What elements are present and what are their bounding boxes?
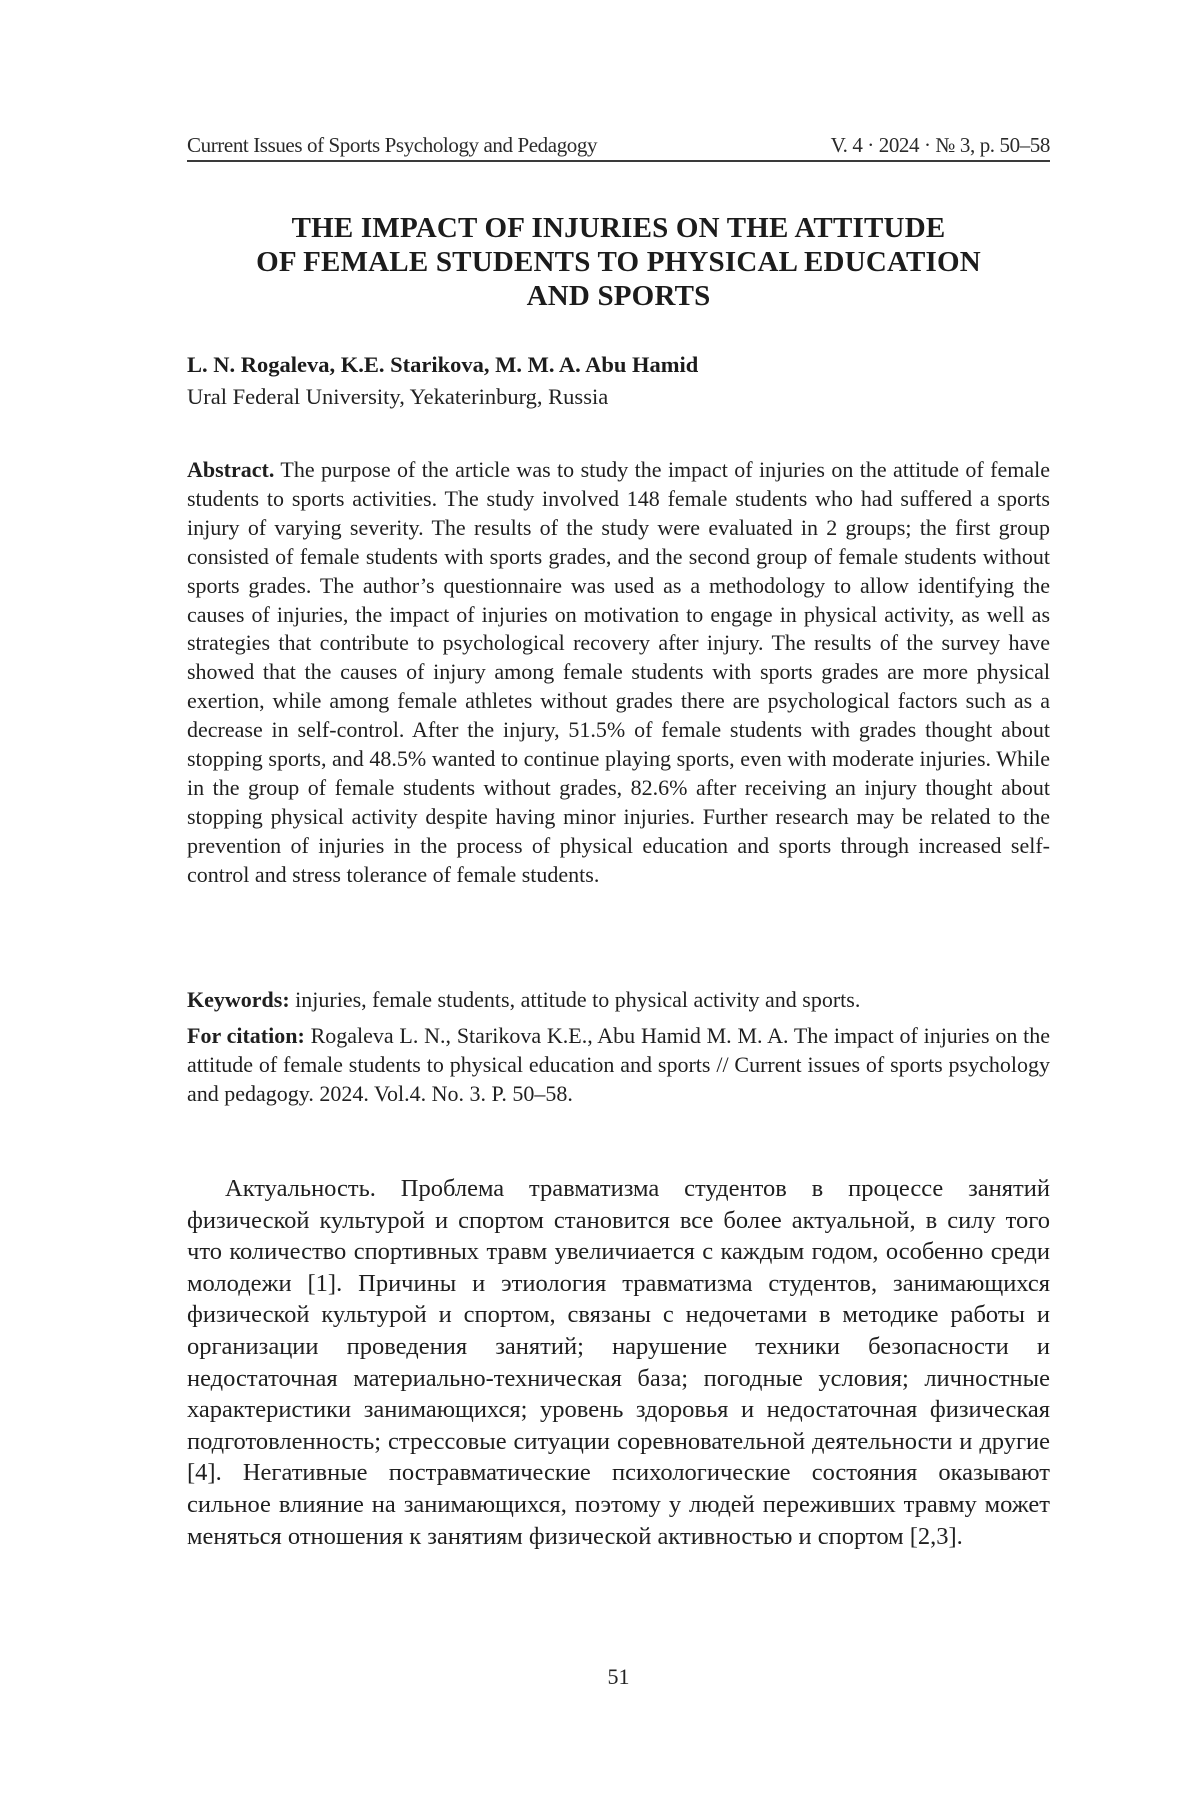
title-line: OF FEMALE STUDENTS TO PHYSICAL EDUCATION (256, 246, 981, 278)
abstract (187, 456, 1050, 890)
keywords-label: Keywords: (187, 987, 290, 1012)
keywords (187, 986, 1050, 1014)
body-paragraph: Актуальность. Проблема травматизма студентов в процессе занятий физической культурой и спортом становится все более актуальной, в силу того что количество спортивных травм увеличиается с каждым годом, особенно среди молодежи [1]. Причины и этиология травматизма студентов, занимающихся физической культурой и спортом, связаны с недочетами в методике работы и организации проведения занятий; нарушение техники безопасности и недостаточная материально-техническая база; погодные условия; личностные характеристики занимающихся; уровень здоровья и недостаточная физическая подготовленность; стрессовые ситуации соревновательной деятельности и другие [4]. Негативные постравматические психологические состояния оказывают сильное влияние на занимающихся, поэтому у людей переживших травму может меняться отношения к занятиям физической активностью и спортом [2,3]. (187, 1175, 1050, 1550)
title-line: THE IMPACT OF INJURIES ON THE ATTITUDE (291, 212, 946, 244)
citation-text: Rogaleva L. N., Starikova K.E., Abu Hamid M. M. A. The impact of injuries on the attitude of female students to physical education and sports // Current issues of sports psychology and pedagogy. 2024. Vol.4. No. 3. P. 50–58. (187, 1023, 1050, 1106)
issue-info: V. 4 · 2024 · № 3, p. 50–58 (830, 133, 1050, 157)
citation (187, 1021, 1050, 1108)
affiliation: Ural Federal University, Yekaterinburg, Russia (187, 384, 609, 409)
page-number: 51 (607, 1664, 630, 1689)
running-head (187, 126, 1050, 162)
journal-name: Current Issues of Sports Psychology and Pedagogy (187, 133, 598, 157)
abstract-text: The purpose of the article was to study the impact of injuries on the attitude of female students to sports activities. The study involved 148 female students who had suffered a sports injury of varying severity. The results of the study were evaluated in 2 groups; the first group consisted of female students with sports grades, and the second group of female students without sports grades. The author’s questionnaire was used as a methodology to allow identifying the causes of injuries, the impact of injuries on motivation to engage in physical activity, as well as strategies that contribute to psychological recovery after injury. The results of the survey have showed that the causes of injury among female students with sports grades are more physical exertion, while among female athletes without grades there are psychological factors such as a decrease in self-control. After the injury, 51.5% of female students with grades thought about stopping sports, and 48.5% wanted to continue playing sports, even with moderate injuries. While in the group of female students without grades, 82.6% after receiving an injury thought about stopping physical activity despite having minor injuries. Further research may be related to the prevention of injuries in the process of physical education and sports through increased self-control and stress tolerance of female students. (187, 457, 1050, 887)
abstract-label: Abstract. (187, 457, 275, 482)
citation-label: For citation: (187, 1023, 305, 1048)
authors: L. N. Rogaleva, K.E. Starikova, M. M. A. Abu Hamid (187, 352, 699, 377)
keywords-text: injuries, female students, attitude to physical activity and sports. (289, 987, 861, 1012)
article-title (187, 211, 1050, 313)
title-line: AND SPORTS (526, 280, 711, 312)
